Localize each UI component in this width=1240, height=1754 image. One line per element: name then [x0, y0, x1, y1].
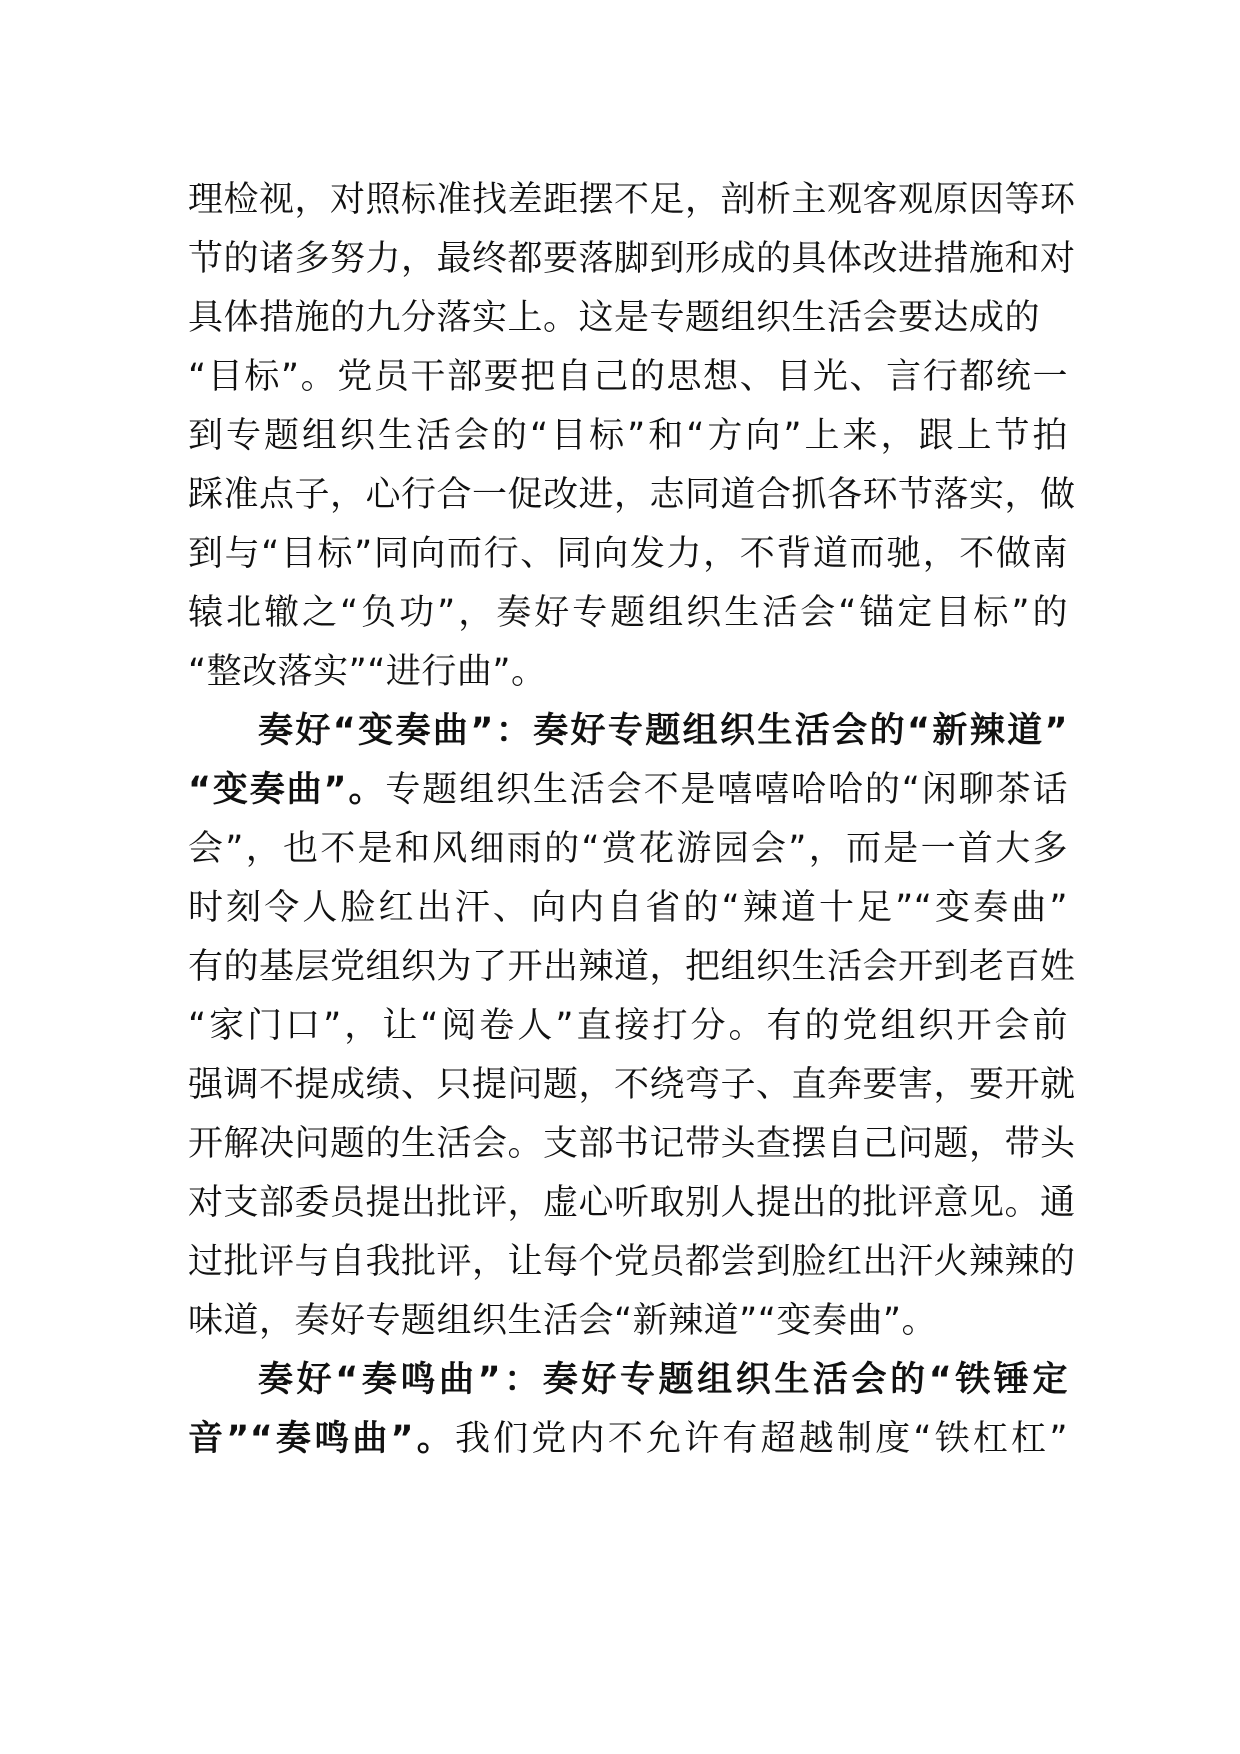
text-segment: 踩准点子，心行合一促改进，志同道合抓各环节落实，做: [188, 475, 1076, 515]
text-segment: 有的基层党组织为了开出辣道，把组织生活会开到老百姓: [188, 947, 1076, 987]
text-line: [188, 168, 1076, 232]
text-line: [188, 463, 1076, 527]
section-heading: 音”“奏鸣曲”。: [188, 1419, 455, 1459]
section-heading: “变奏曲”。: [188, 770, 386, 810]
text-line: [188, 345, 1068, 409]
text-segment: 过批评与自我批评，让每个党员都尝到脸红出汗火辣辣的: [188, 1242, 1076, 1282]
section-heading-line: [258, 699, 1068, 763]
text-segment: “整改落实”“进行曲”。: [188, 652, 547, 692]
text-line: [188, 817, 1068, 881]
text-segment: 节的诸多努力，最终都要落脚到形成的具体改进措施和对: [188, 239, 1076, 279]
text-segment: “目标”。党员干部要把自己的思想、目光、言行都统一: [188, 357, 1068, 397]
text-line: [188, 581, 1068, 645]
text-line: [188, 404, 1068, 468]
text-line: [188, 1171, 1076, 1235]
text-segment: 时刻令人脸红出汗、向内自省的“辣道十足”“变奏曲”: [188, 888, 1068, 928]
text-line: [188, 994, 1068, 1058]
text-line: [188, 1112, 1076, 1176]
text-line: [188, 286, 1068, 350]
text-segment: 到专题组织生活会的“目标”和“方向”上来，跟上节拍: [188, 416, 1068, 456]
text-line: [188, 758, 1068, 822]
text-segment: 理检视，对照标准找差距摆不足，剖析主观客观原因等环: [188, 180, 1076, 220]
text-segment: 会”，也不是和风细雨的“赏花游园会”，而是一首大多: [188, 829, 1068, 869]
text-segment: 对支部委员提出批评，虚心听取别人提出的批评意见。通: [188, 1183, 1076, 1223]
section-heading: 奏好“奏鸣曲”：奏好专题组织生活会的“铁锤定: [258, 1360, 1068, 1400]
section-heading: 奏好“变奏曲”：奏好专题组织生活会的“新辣道”: [258, 711, 1068, 751]
text-segment: 我们党内不允许有超越制度“铁杠杠”: [454, 1419, 1068, 1459]
text-segment: 强调不提成绩、只提问题，不绕弯子、直奔要害，要开就: [188, 1065, 1076, 1105]
text-line: [188, 227, 1076, 291]
text-line: [188, 1230, 1076, 1294]
text-line: [188, 876, 1068, 940]
text-line: [188, 1407, 1068, 1471]
text-line: [188, 640, 1068, 704]
text-segment: 辕北辙之“负功”，奏好专题组织生活会“锚定目标”的: [188, 593, 1068, 633]
text-segment: “家门口”，让“阅卷人”直接打分。有的党组织开会前: [188, 1006, 1068, 1046]
text-segment: 具体措施的九分落实上。这是专题组织生活会要达成的: [188, 298, 1041, 338]
section-heading-line: [258, 1348, 1068, 1412]
text-line: [188, 1053, 1076, 1117]
text-line: [188, 522, 1068, 586]
text-line: [188, 1289, 1068, 1353]
text-segment: 专题组织生活会不是嘻嘻哈哈的“闲聊茶话: [385, 770, 1068, 810]
text-segment: 开解决问题的生活会。支部书记带头查摆自己问题，带头: [188, 1124, 1076, 1164]
text-segment: 味道，奏好专题组织生活会“新辣道”“变奏曲”。: [188, 1301, 938, 1341]
text-line: [188, 935, 1076, 999]
text-segment: 到与“目标”同向而行、同向发力，不背道而驰，不做南: [188, 534, 1068, 574]
